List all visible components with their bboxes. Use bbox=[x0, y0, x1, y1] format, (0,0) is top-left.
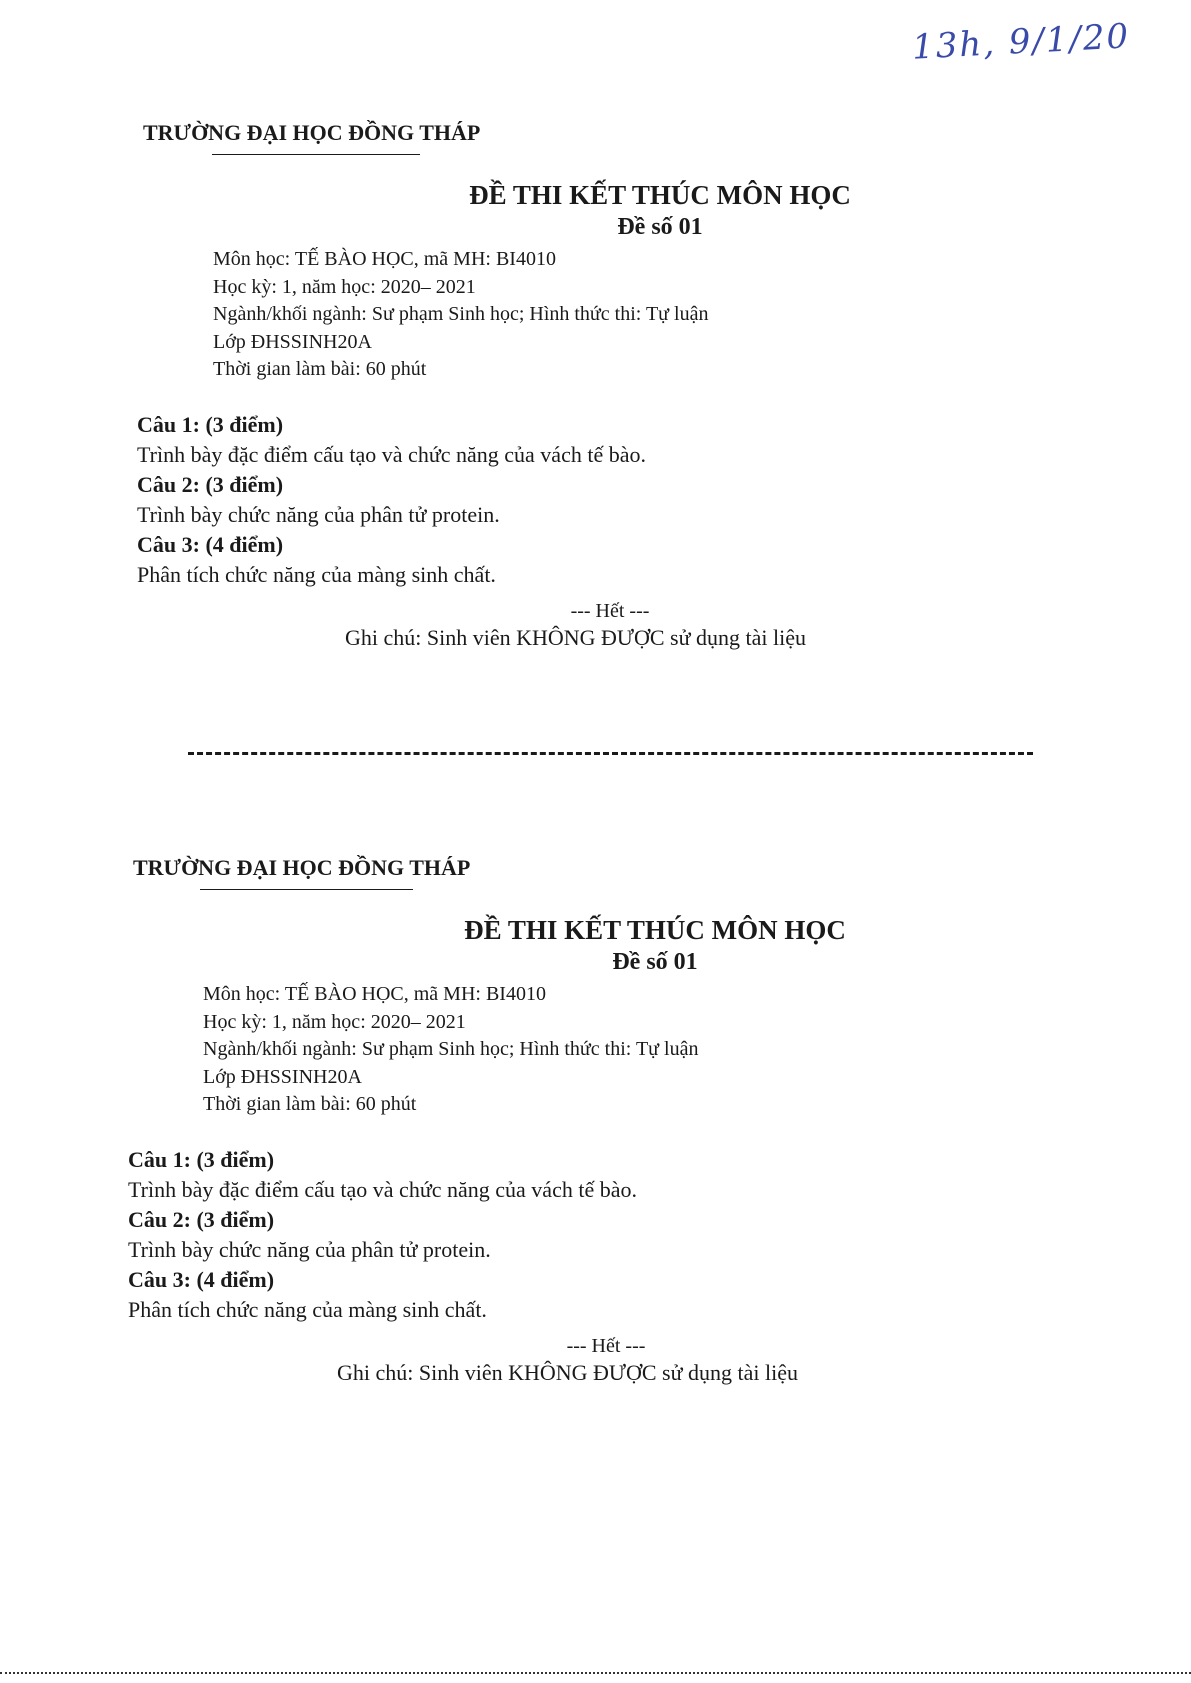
question-list bbox=[128, 1145, 637, 1325]
exam-title: ĐỀ THI KẾT THÚC MÔN HỌC bbox=[469, 180, 851, 210]
end-mark: --- Hết --- bbox=[570, 600, 650, 622]
meta-major: Ngành/khối ngành: Sư phạm Sinh học; Hình thức thi: Tự luận bbox=[203, 1038, 699, 1060]
school-underline bbox=[200, 889, 413, 890]
exam-title: ĐỀ THI KẾT THÚC MÔN HỌC bbox=[464, 915, 846, 945]
exam-meta bbox=[213, 246, 708, 384]
meta-subject: Môn học: TẾ BÀO HỌC, mã MH: BI4010 bbox=[203, 983, 546, 1005]
school-underline bbox=[212, 154, 420, 155]
meta-semester: Học kỳ: 1, năm học: 2020– 2021 bbox=[213, 275, 476, 298]
school-name: TRƯỜNG ĐẠI HỌC ĐỒNG THÁP bbox=[143, 120, 481, 145]
meta-class: Lớp ĐHSSINH20A bbox=[213, 330, 372, 353]
school-name: TRƯỜNG ĐẠI HỌC ĐỒNG THÁP bbox=[133, 855, 471, 880]
meta-major: Ngành/khối ngành: Sư phạm Sinh học; Hình thức thi: Tự luận bbox=[213, 303, 709, 325]
exam-number: Đề số 01 bbox=[617, 214, 703, 240]
question-2-title: Câu 2: (3 điểm) bbox=[128, 1207, 275, 1232]
meta-semester: Học kỳ: 1, năm học: 2020– 2021 bbox=[203, 1010, 466, 1033]
exam-meta bbox=[203, 981, 698, 1119]
meta-duration: Thời gian làm bài: 60 phút bbox=[203, 1093, 417, 1115]
question-1-text: Trình bày đặc điểm cấu tạo và chức năng của vách tế bào. bbox=[137, 442, 646, 467]
question-1-title: Câu 1: (3 điểm) bbox=[137, 412, 284, 437]
question-3-text: Phân tích chức năng của màng sinh chất. bbox=[137, 562, 496, 587]
exam-note: Ghi chú: Sinh viên KHÔNG ĐƯỢC sử dụng tài liệu bbox=[345, 625, 807, 650]
scan-edge-line bbox=[0, 1672, 1191, 1674]
question-3-title: Câu 3: (4 điểm) bbox=[137, 532, 284, 557]
exam-number: Đề số 01 bbox=[612, 949, 698, 975]
question-1-text: Trình bày đặc điểm cấu tạo và chức năng của vách tế bào. bbox=[128, 1177, 637, 1202]
handwritten-date-note: 13h, 9/1/20 bbox=[911, 16, 1132, 68]
question-2-text: Trình bày chức năng của phân tử protein. bbox=[128, 1237, 491, 1262]
question-2-title: Câu 2: (3 điểm) bbox=[137, 472, 284, 497]
question-3-title: Câu 3: (4 điểm) bbox=[128, 1267, 275, 1292]
question-3-text: Phân tích chức năng của màng sinh chất. bbox=[128, 1297, 487, 1322]
question-1-title: Câu 1: (3 điểm) bbox=[128, 1147, 275, 1172]
question-2-text: Trình bày chức năng của phân tử protein. bbox=[137, 502, 500, 527]
meta-class: Lớp ĐHSSINH20A bbox=[203, 1065, 362, 1088]
cut-line-divider bbox=[188, 752, 1033, 755]
end-mark: --- Hết --- bbox=[566, 1335, 646, 1357]
meta-subject: Môn học: TẾ BÀO HỌC, mã MH: BI4010 bbox=[213, 248, 556, 270]
exam-note: Ghi chú: Sinh viên KHÔNG ĐƯỢC sử dụng tài liệu bbox=[337, 1360, 799, 1385]
question-list bbox=[137, 410, 646, 590]
meta-duration: Thời gian làm bài: 60 phút bbox=[213, 358, 427, 380]
